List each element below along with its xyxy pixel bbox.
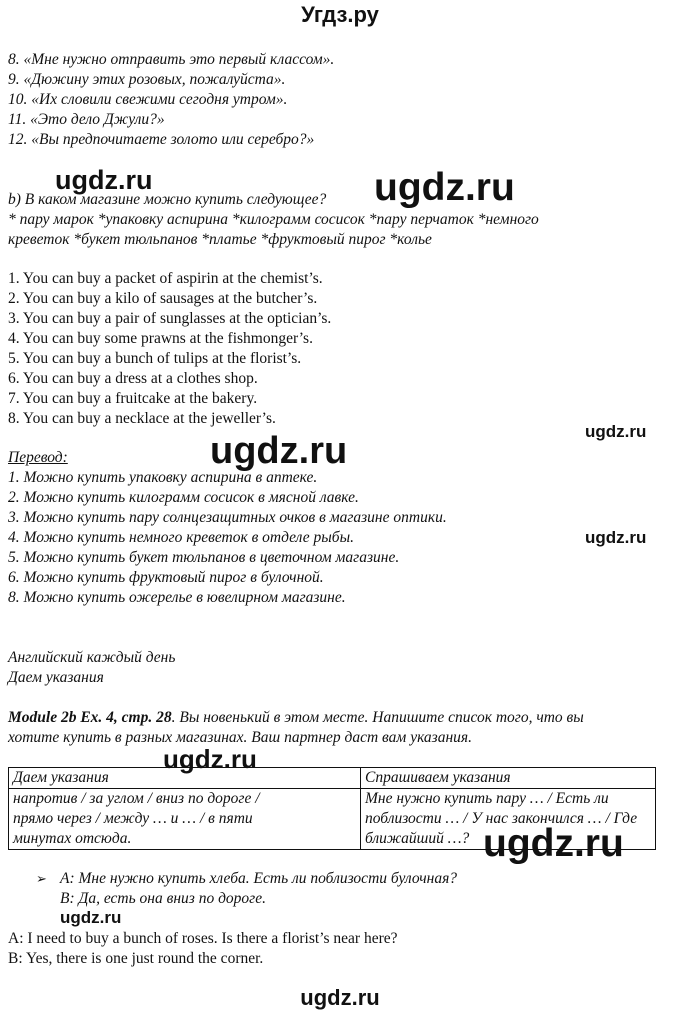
list-item: 4. You can buy some prawns at the fishmonger’s. <box>8 330 313 347</box>
table-cell-line: ближайший …? <box>365 830 470 847</box>
list-item: 5. You can buy a bunch of tulips at the florist’s. <box>8 350 302 367</box>
section-subtitle: Даем указания <box>8 669 104 686</box>
watermark: ugdz.ru <box>483 822 624 865</box>
list-item: 3. Можно купить пару солнцезащитных очков в магазине оптики. <box>8 509 447 526</box>
table-header: Даем указания <box>9 768 361 789</box>
arrow-bullet-icon: ➢ <box>36 872 47 887</box>
dialogue-ru-b: B: Да, есть она вниз по дороге. <box>60 890 266 907</box>
part-b-items: * пару марок *упаковку аспирина *килограмм сосисок *пару перчаток *немного <box>8 211 539 228</box>
list-item: 1. You can buy a packet of aspirin at the chemist’s. <box>8 270 323 287</box>
list-item: 7. You can buy a fruitcake at the bakery. <box>8 390 258 407</box>
table-cell <box>9 789 361 850</box>
task-text: хотите купить в разных магазинах. Ваш партнер даст вам указания. <box>8 729 473 746</box>
list-item: 6. Можно купить фруктовый пирог в булочной. <box>8 569 324 586</box>
table-header: Спрашиваем указания <box>361 768 656 789</box>
part-b-question: b) В каком магазине можно купить следующее? <box>8 191 327 208</box>
list-item: 10. «Их словили свежими сегодня утром». <box>8 91 288 108</box>
table-cell-line: напротив / за углом / вниз по дороге / <box>13 790 260 807</box>
list-item: 4. Можно купить немного креветок в отделе рыбы. <box>8 529 354 546</box>
watermark: ugdz.ru <box>585 422 647 441</box>
table-cell-line: Мне нужно купить пару … / Есть ли <box>365 790 609 807</box>
list-item: 2. You can buy a kilo of sausages at the butcher’s. <box>8 290 318 307</box>
task-text: . Вы новенький в этом месте. Напишите список того, что вы <box>171 709 584 726</box>
footer-watermark: ugdz.ru <box>300 985 380 1010</box>
watermark: ugdz.ru <box>163 744 257 774</box>
site-title: Угдз.ру <box>301 2 379 27</box>
list-item: 2. Можно купить килограмм сосисок в мясной лавке. <box>8 489 359 506</box>
watermark: ugdz.ru <box>585 528 647 547</box>
list-item: 3. You can buy a pair of sunglasses at the optician’s. <box>8 310 332 327</box>
task-line <box>8 708 584 728</box>
dialogue-ru-a: A: Мне нужно купить хлеба. Есть ли поблизости булочная? <box>60 870 458 887</box>
table-cell-line: поблизости … / У нас закончился … / Где <box>365 810 638 827</box>
task-reference: Module 2b Ex. 4, стр. 28 <box>8 709 172 726</box>
table-cell-line: минутах отсюда. <box>13 830 132 847</box>
list-item: 8. You can buy a necklace at the jeweller’s. <box>8 410 276 427</box>
section-title: Английский каждый день <box>8 649 176 666</box>
dialogue-en-a: A: I need to buy a bunch of roses. Is there a florist’s near here? <box>8 930 398 947</box>
watermark: ugdz.ru <box>374 166 515 209</box>
table-header-row <box>9 768 656 789</box>
list-item: 9. «Дюжину этих розовых, пожалуйста». <box>8 71 286 88</box>
list-item: 11. «Это дело Джули?» <box>8 111 165 128</box>
translation-heading: Перевод: <box>8 449 68 466</box>
list-item: 12. «Вы предпочитаете золото или серебро?» <box>8 131 315 148</box>
part-b-items: креветок *букет тюльпанов *платье *фруктовый пирог *колье <box>8 231 432 248</box>
list-item: 6. You can buy a dress at a clothes shop. <box>8 370 258 387</box>
list-item: 8. Можно купить ожерелье в ювелирном магазине. <box>8 589 346 606</box>
dialogue-en-b: B: Yes, there is one just round the corner. <box>8 950 264 967</box>
list-item: 1. Можно купить упаковку аспирина в аптеке. <box>8 469 318 486</box>
list-item: 5. Можно купить букет тюльпанов в цветочном магазине. <box>8 549 400 566</box>
table-cell-line: прямо через / между … и … / в пяти <box>13 810 253 827</box>
watermark: ugdz.ru <box>60 908 122 927</box>
watermark: ugdz.ru <box>55 165 153 195</box>
watermark: ugdz.ru <box>210 430 348 472</box>
list-item: 8. «Мне нужно отправить это первый классом». <box>8 51 335 68</box>
